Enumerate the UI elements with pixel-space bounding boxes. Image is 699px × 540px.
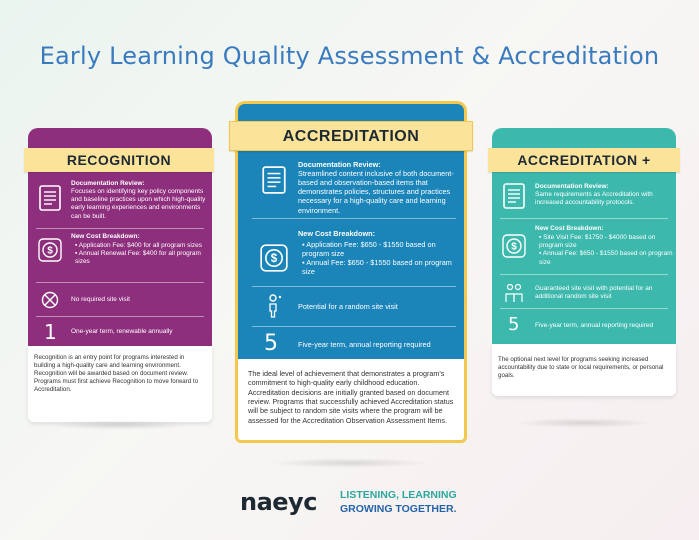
accreditation-plus-description: The optional next level for programs seeking increased accountability due to state or local requirements, or personal goals. [498, 356, 664, 380]
doc-review-text: Focuses on identifying key policy components and baseline practices upon which high-quality early learning experiences and environments can be built. [71, 188, 206, 220]
recognition-description: Recognition is an entry point for programs interested in building a high-quality care and learning environment. Recognition will be awarded based on document review. Programs must first achieve Recognition to move forward to Accreditation. [34, 354, 199, 394]
doc-review-text: Streamlined content inclusive of both document-based and observation-based items that demonstrates policies, structures and practices necessary for a high-quality care and learning environment. [298, 169, 454, 215]
tagline [340, 489, 457, 516]
cost-title: New Cost Breakdown: [535, 225, 604, 232]
doc-review-title: Documentation Review: [298, 160, 381, 169]
document-icon [502, 184, 526, 208]
accreditation-ribbon: ACCREDITATION [229, 121, 473, 151]
accreditation-description-panel [235, 359, 467, 443]
svg-text:$: $ [511, 241, 517, 253]
term-number: 5 [264, 331, 278, 356]
cost-item: ▪ Site Visit Fee: $1750 - $4000 based on program size [539, 234, 656, 250]
recognition-description-panel [28, 346, 212, 422]
svg-text:$: $ [47, 245, 53, 257]
page-title: Early Learning Quality Assessment & Accreditation [39, 42, 660, 70]
accreditation-plus-card [492, 128, 676, 398]
no-visit-icon [40, 290, 60, 310]
cost-title: New Cost Breakdown: [298, 229, 376, 238]
term-text: One-year term, renewable annually [71, 328, 173, 335]
accreditation-plus-ribbon: ACCREDITATION + [488, 148, 680, 172]
term-text: Five-year term, annual reporting required [298, 340, 431, 349]
cost-title: New Cost Breakdown: [71, 233, 140, 240]
doc-review-title: Documentation Review: [71, 180, 145, 187]
term-number: 1 [44, 320, 57, 344]
document-icon [38, 186, 62, 210]
person-icon [262, 294, 286, 318]
tagline-line1: LISTENING, LEARNING [340, 489, 457, 501]
cost-item: ▪ Annual Fee: $650 - $1550 based on program size [302, 258, 452, 277]
term-number: 5 [508, 314, 520, 335]
cost-item: ▪ Annual Renewal Fee: $400 for all program sizes [75, 250, 201, 266]
document-icon [260, 166, 288, 194]
visit-text: No required site visit [71, 296, 130, 303]
cost-item: ▪ Application Fee: $400 for all program sizes [75, 242, 202, 250]
accreditation-card [235, 101, 467, 445]
recognition-card [28, 128, 212, 424]
visit-text: Potential for a random site visit [298, 302, 398, 311]
dollar-icon [260, 244, 288, 272]
cost-item: ▪ Application Fee: $650 - $1550 based on program size [302, 240, 436, 259]
doc-review-title: Documentation Review: [535, 183, 609, 190]
accreditation-plus-description-panel [492, 344, 676, 396]
doc-review-text: Same requirements as Accreditation with increased accountability protocols. [535, 191, 653, 207]
cost-item: ▪ Annual Fee: $650 - $1550 based on program size [539, 250, 673, 266]
svg-text:$: $ [270, 252, 278, 266]
naeyc-logo: naeyc [240, 488, 317, 516]
accreditation-description: The ideal level of achievement that demonstrates a program's commitment to high-quality early childhood education. Accreditation decisions are initially granted based on document review. Programs that successfully achieved Accreditation status will be subject to random site visits where the program will be assessed for the Accreditation Observation Assessment Items. [248, 369, 454, 425]
term-text: Five-year term, annual reporting required [535, 322, 654, 329]
dollar-icon [38, 238, 62, 262]
dollar-icon [502, 234, 526, 258]
recognition-ribbon: RECOGNITION [24, 148, 214, 172]
visit-text: Guaranteed site visit with potential for an additional random site visit [535, 285, 653, 301]
people-icon [502, 282, 526, 304]
tagline-line2: GROWING TOGETHER. [340, 502, 457, 515]
